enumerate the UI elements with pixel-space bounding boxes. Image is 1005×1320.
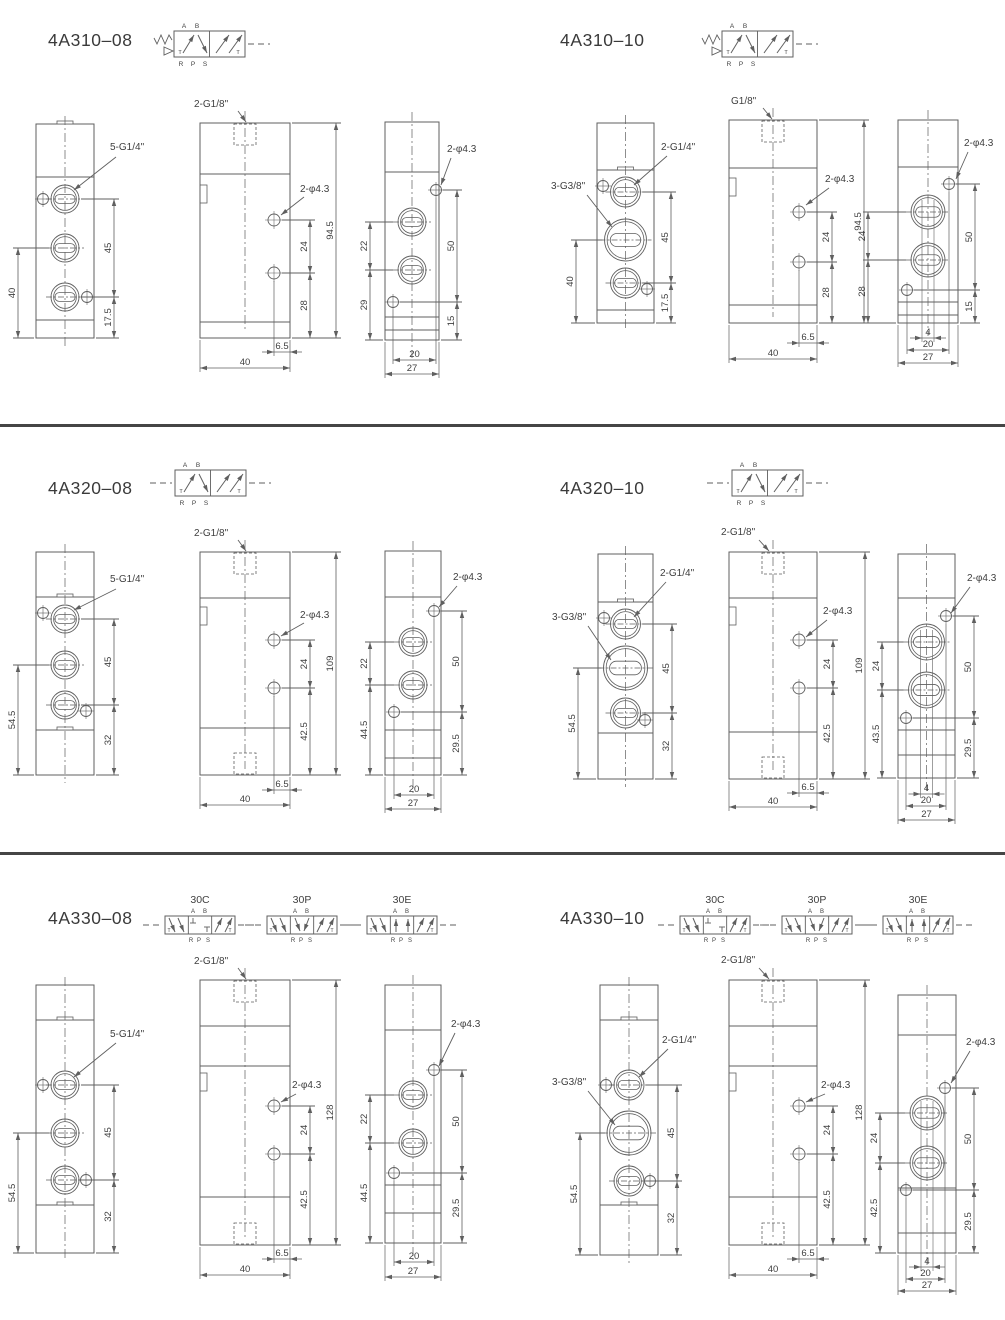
- symbol-letter: P: [813, 938, 819, 944]
- dim-label: 24: [299, 1124, 310, 1136]
- symbol-letter: B: [195, 462, 201, 469]
- dim-label: 24: [822, 658, 833, 670]
- symbol-letter: T: [430, 928, 434, 934]
- thread-label: 2-G1/8": [194, 528, 229, 539]
- thread-label: 2-G1/8": [194, 99, 229, 110]
- dim-label: 45: [660, 232, 671, 243]
- model-title-4a330-10: 4A330–10: [560, 908, 645, 928]
- dim-label: 32: [661, 740, 672, 752]
- symbol-variant-label: 30E: [908, 894, 928, 906]
- dim-label: 50: [963, 661, 974, 673]
- model-drawing-2: [7, 462, 483, 813]
- dim-label: 42.5: [822, 1190, 833, 1209]
- dim-label: 94.5: [853, 212, 864, 231]
- dim-label: 27: [407, 1266, 419, 1277]
- dim-label: 45: [103, 242, 114, 254]
- dim-label: 40: [767, 348, 779, 359]
- symbol-letter: P: [398, 938, 404, 944]
- symbol-letter: R: [179, 500, 185, 507]
- dim-label: 54.5: [567, 714, 578, 733]
- dim-label: 54.5: [569, 1184, 580, 1204]
- symbol-letter: P: [298, 938, 304, 944]
- hole-label: 2-φ4.3: [967, 573, 997, 584]
- symbol-letter: A: [807, 909, 813, 915]
- symbol-letter: R: [390, 938, 396, 944]
- dim-label: 45: [666, 1127, 677, 1139]
- dim-label: 45: [661, 663, 672, 674]
- symbol-letter: S: [202, 61, 208, 68]
- dim-label: 20: [408, 784, 420, 795]
- symbol-letter: A: [908, 909, 914, 915]
- symbol-letter: T: [784, 928, 788, 934]
- dim-label: 40: [565, 276, 576, 287]
- dim-label: 4: [923, 783, 930, 794]
- symbol-letter: S: [760, 500, 766, 507]
- symbol-letter: P: [711, 938, 717, 944]
- hole-label: 2-φ4.3: [292, 1080, 322, 1091]
- symbol-letter: B: [304, 909, 310, 915]
- dim-label: 6.5: [801, 332, 815, 343]
- symbol-letter: R: [805, 938, 811, 944]
- dim-label: 94.5: [325, 221, 336, 240]
- symbol-letter: T: [743, 928, 747, 934]
- dim-label: 24: [822, 1124, 833, 1136]
- dim-label: 42.5: [299, 1190, 310, 1209]
- model-title-4a310-08: 4A310–08: [48, 30, 133, 50]
- symbol-variant-label: 30P: [292, 894, 312, 906]
- symbol-letter: T: [237, 489, 241, 495]
- thread-label: 2-G1/8": [721, 527, 756, 538]
- symbol-letter: A: [181, 23, 187, 30]
- symbol-letter: A: [739, 462, 745, 469]
- dim-label: 20: [922, 339, 934, 350]
- dim-label: 50: [963, 1133, 974, 1145]
- symbol-letter: T: [369, 928, 373, 934]
- dim-label: 40: [239, 794, 251, 805]
- dim-label: 20: [408, 1251, 420, 1262]
- symbol-letter: P: [914, 938, 920, 944]
- port-label: 3-G3/8": [551, 181, 586, 192]
- thread-label: 2-G1/8": [194, 956, 229, 967]
- dim-label: 50: [964, 231, 975, 243]
- dim-label: 27: [406, 363, 418, 374]
- hole-label: 2-φ4.3: [825, 174, 855, 185]
- port-label: 2-G1/4": [662, 1035, 697, 1046]
- dim-label: 44.5: [359, 1183, 370, 1203]
- port-label: 5-G1/4": [110, 574, 145, 585]
- symbol-letter: R: [290, 938, 296, 944]
- symbol-letter: S: [205, 938, 211, 944]
- port-label: 3-G3/8": [552, 1077, 587, 1088]
- symbol-variant-label: 30P: [807, 894, 827, 906]
- dim-label: 28: [299, 300, 310, 311]
- dim-label: 42.5: [869, 1198, 880, 1218]
- dim-label: 32: [103, 1211, 114, 1222]
- symbol-letter: R: [736, 500, 742, 507]
- model-drawing-3: [552, 462, 997, 824]
- dim-label: 6.5: [275, 341, 289, 352]
- port-label: 3-G3/8": [552, 612, 587, 623]
- dim-label: 109: [325, 655, 336, 672]
- symbol-letter: T: [269, 928, 273, 934]
- symbol-letter: S: [750, 61, 756, 68]
- symbol-letter: S: [720, 938, 726, 944]
- port-label: 2-G1/4": [661, 142, 696, 153]
- dim-label: 27: [407, 798, 419, 809]
- symbol-letter: T: [726, 50, 730, 56]
- symbol-letter: T: [736, 489, 740, 495]
- symbol-letter: B: [920, 909, 926, 915]
- hole-label: 2-φ4.3: [447, 144, 477, 155]
- symbol-letter: B: [717, 909, 723, 915]
- symbol-letter: P: [191, 500, 197, 507]
- dim-label: 128: [854, 1104, 865, 1121]
- symbol-variant-label: 30C: [190, 894, 210, 906]
- hole-label: 2-φ4.3: [821, 1080, 851, 1091]
- dim-label: 109: [854, 657, 865, 674]
- dim-label: 40: [767, 796, 779, 807]
- dim-label: 50: [451, 656, 462, 667]
- model-drawing-4: [7, 894, 481, 1281]
- hole-label: 2-φ4.3: [300, 610, 330, 621]
- dim-label: 24: [869, 1132, 880, 1144]
- symbol-letter: B: [819, 909, 825, 915]
- dim-label: 20: [409, 349, 420, 360]
- symbol-letter: R: [188, 938, 194, 944]
- symbol-letter: A: [292, 909, 298, 915]
- dim-label: 22: [359, 1113, 370, 1125]
- dim-label: 42.5: [822, 724, 833, 743]
- symbol-letter: B: [194, 23, 200, 30]
- dim-label: 28: [821, 287, 832, 298]
- hole-label: 2-φ4.3: [451, 1019, 481, 1030]
- symbol-letter: B: [202, 909, 208, 915]
- symbol-letter: A: [705, 909, 711, 915]
- symbol-letter: A: [182, 462, 188, 469]
- dim-label: 22: [359, 658, 370, 669]
- dim-label: 24: [871, 660, 882, 672]
- dim-label: 43.5: [871, 724, 882, 744]
- hole-label: 2-φ4.3: [964, 138, 994, 149]
- dim-label: 29.5: [963, 1212, 974, 1231]
- dim-label: 24: [299, 241, 310, 252]
- symbol-letter: R: [906, 938, 912, 944]
- port-label: 5-G1/4": [110, 142, 145, 153]
- symbol-letter: T: [845, 928, 849, 934]
- dim-label: 128: [325, 1104, 336, 1121]
- symbol-letter: P: [738, 61, 744, 68]
- hole-label: 2-φ4.3: [823, 606, 853, 617]
- dim-label: 20: [920, 1268, 931, 1279]
- dim-label: 45: [103, 656, 114, 668]
- dim-label: 27: [921, 809, 932, 820]
- dim-label: 42.5: [299, 722, 310, 741]
- symbol-letter: R: [726, 61, 732, 68]
- hole-label: 2-φ4.3: [453, 572, 483, 583]
- model-title-4a320-10: 4A320–10: [560, 478, 645, 498]
- model-title-4a320-08: 4A320–08: [48, 478, 133, 498]
- dim-label: 6.5: [801, 1248, 815, 1259]
- symbol-letter: T: [178, 50, 182, 56]
- model-drawing-5: [552, 894, 996, 1295]
- symbol-letter: R: [178, 61, 184, 68]
- dim-label: 4: [924, 1256, 930, 1267]
- symbol-variant-label: 30C: [705, 894, 725, 906]
- dim-label: 29.5: [451, 734, 462, 753]
- dim-label: 6.5: [275, 1248, 289, 1259]
- symbol-letter: T: [330, 928, 334, 934]
- dim-label: 24: [821, 231, 832, 243]
- dim-label: 4: [925, 327, 931, 338]
- symbol-letter: T: [682, 928, 686, 934]
- dim-label: 50: [451, 1116, 462, 1127]
- dim-label: 15: [446, 315, 457, 327]
- thread-label: G1/8": [731, 96, 757, 107]
- model-drawing-0: [7, 23, 477, 378]
- symbol-letter: R: [703, 938, 709, 944]
- symbol-letter: A: [190, 909, 196, 915]
- symbol-letter: P: [196, 938, 202, 944]
- dim-label: 40: [767, 1264, 779, 1275]
- symbol-letter: A: [729, 23, 735, 30]
- symbol-letter: T: [885, 928, 889, 934]
- dim-label: 22: [359, 240, 370, 252]
- symbol-letter: S: [307, 938, 313, 944]
- dim-label: 40: [239, 1264, 251, 1275]
- symbol-letter: P: [748, 500, 754, 507]
- symbol-letter: T: [228, 928, 232, 934]
- symbol-letter: P: [190, 61, 196, 68]
- dim-label: 20: [920, 795, 932, 806]
- dim-label: 17.5: [660, 293, 671, 313]
- symbol-letter: T: [236, 50, 240, 56]
- model-drawing-1: [551, 23, 994, 367]
- symbol-letter: T: [784, 50, 788, 56]
- thread-label: 2-G1/8": [721, 955, 756, 966]
- dim-label: 45: [103, 1127, 114, 1138]
- port-label: 5-G1/4": [110, 1029, 145, 1040]
- dim-label: 54.5: [7, 710, 18, 730]
- dim-label: 28: [857, 286, 868, 297]
- dim-label: 54.5: [7, 1183, 18, 1203]
- dim-label: 50: [446, 240, 457, 252]
- dim-label: 29.5: [451, 1198, 462, 1218]
- dim-label: 29.5: [963, 738, 974, 758]
- dim-label: 44.5: [359, 720, 370, 740]
- symbol-letter: S: [203, 500, 209, 507]
- model-title-4a330-08: 4A330–08: [48, 908, 133, 928]
- symbol-letter: T: [167, 928, 171, 934]
- hole-label: 2-φ4.3: [966, 1037, 996, 1048]
- dim-label: 29: [359, 299, 370, 311]
- symbol-letter: S: [822, 938, 828, 944]
- dim-label: 40: [7, 287, 18, 299]
- dim-label: 27: [921, 1280, 933, 1291]
- symbol-letter: A: [392, 909, 398, 915]
- symbol-letter: S: [923, 938, 929, 944]
- symbol-letter: T: [794, 489, 798, 495]
- symbol-letter: T: [946, 928, 950, 934]
- model-title-4a310-10: 4A310–10: [560, 30, 645, 50]
- dim-label: 17.5: [103, 308, 114, 327]
- dim-label: 32: [666, 1212, 677, 1224]
- port-label: 2-G1/4": [660, 568, 695, 579]
- dim-label: 32: [103, 734, 114, 746]
- dim-label: 40: [239, 357, 251, 368]
- symbol-letter: T: [179, 489, 183, 495]
- dim-label: 24: [299, 658, 310, 670]
- symbol-letter: B: [404, 909, 410, 915]
- symbol-letter: B: [752, 462, 758, 469]
- symbol-letter: B: [742, 23, 748, 30]
- dim-label: 27: [922, 352, 934, 363]
- dim-label: 6.5: [275, 779, 289, 790]
- dim-label: 15: [964, 301, 975, 312]
- hole-label: 2-φ4.3: [300, 184, 330, 195]
- dim-label: 6.5: [801, 782, 815, 793]
- symbol-variant-label: 30E: [392, 894, 412, 906]
- symbol-letter: S: [407, 938, 413, 944]
- dim-label: 24: [857, 230, 868, 242]
